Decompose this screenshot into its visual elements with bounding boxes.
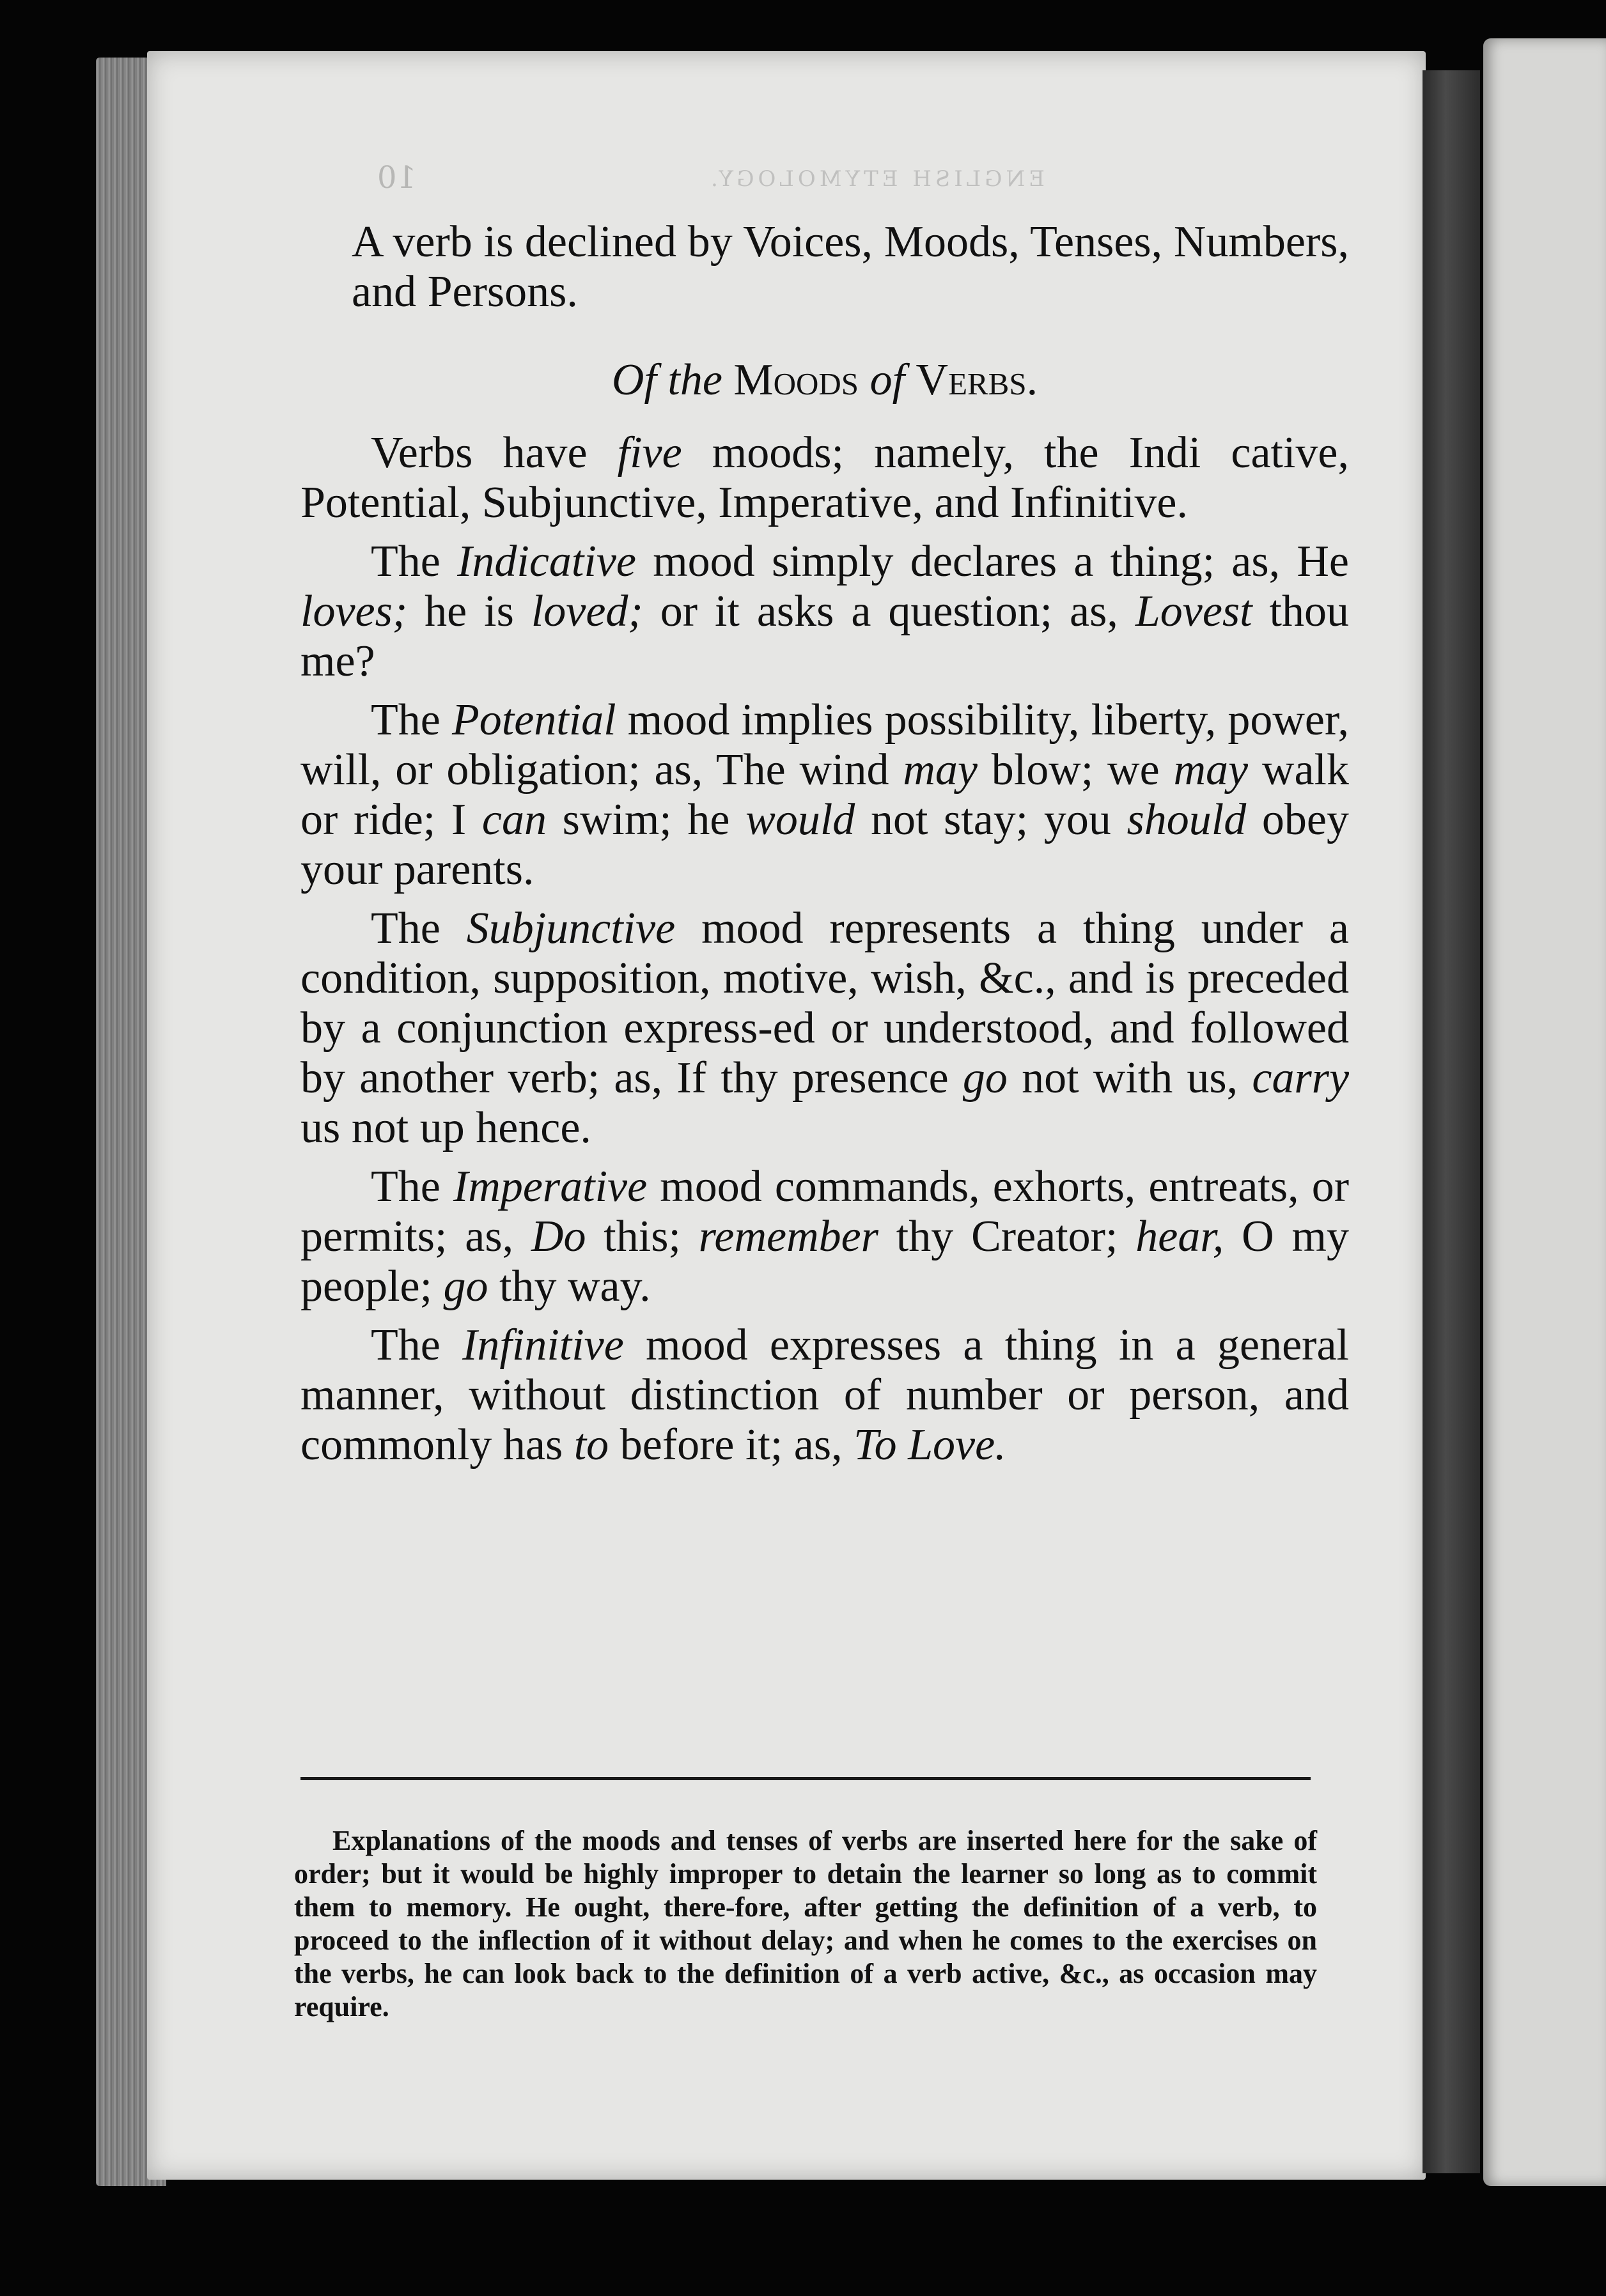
italic-run: Potential (452, 695, 616, 745)
italic-run: would (745, 795, 855, 844)
italic-run: loved; (531, 587, 643, 636)
text-run: not stay; you (855, 795, 1127, 844)
italic-run: carry (1252, 1053, 1350, 1103)
italic-run: can (481, 795, 547, 844)
paragraph-indicative (300, 537, 1349, 686)
italic-run: Lovest (1135, 587, 1252, 636)
section-heading (300, 355, 1349, 405)
text-run: or it asks a question; as, (643, 587, 1135, 636)
body-text (300, 217, 1349, 1479)
gutter-shadow (1423, 70, 1480, 2173)
text-run: The (371, 695, 452, 745)
italic-run: remember (698, 1212, 878, 1261)
italic-run: may (903, 745, 978, 795)
text-run: O my people; (300, 1212, 1349, 1311)
text-run: before it; as, (609, 1420, 854, 1470)
italic-run: Infinitive (462, 1321, 624, 1370)
paragraph-five-moods (300, 428, 1349, 528)
paragraph-potential (300, 695, 1349, 895)
italic-run: may (1173, 745, 1249, 795)
text-run: blow; we (977, 745, 1174, 795)
text-run: thou me? (300, 587, 1349, 686)
footnote-divider (300, 1777, 1311, 1780)
italic-run: Subjunctive (466, 904, 676, 953)
text-run: The (371, 537, 458, 586)
text-run: The (371, 1321, 463, 1370)
italic-run: Imperative (453, 1162, 648, 1211)
italic-run: To Love. (854, 1420, 1006, 1470)
text-run: mood represents a thing under a condition, supposition, motive, wish, &c., and is preceded by a conjunction express-ed or understood, and followed by another verb; as, If thy presence (300, 904, 1350, 1103)
text-run: not with us, (1007, 1053, 1252, 1103)
text-run: The (371, 904, 467, 953)
paragraph-infinitive (300, 1321, 1349, 1470)
text-run: mood expresses a thing in a general manner, without distinction of number or person, and commonly has (300, 1321, 1350, 1470)
italic-run: five (617, 428, 682, 477)
text-run: mood commands, exhorts, entreats, or permits; as, (300, 1162, 1350, 1261)
italic-run: go (443, 1262, 488, 1311)
facing-page-edge (1483, 38, 1606, 2186)
intro-sentence: A verb is declined by Voices, Moods, Tenses, Numbers, and Persons. (352, 217, 1349, 316)
text-run: Verbs have (371, 428, 618, 477)
paragraph-subjunctive (300, 904, 1349, 1153)
text-run: thy Creator; (878, 1212, 1136, 1261)
text-run: The (371, 1162, 453, 1211)
italic-run: should (1127, 795, 1247, 844)
text-run: he is (407, 587, 531, 636)
text-run: swim; he (546, 795, 746, 844)
text-run: moods; namely, the Indi cative, Potential, Subjunctive, Imperative, and Infinitive. (300, 428, 1349, 527)
text-run: mood implies possibility, liberty, power, will, or obligation; as, The wind (300, 695, 1349, 795)
heading-of: of (869, 355, 905, 405)
text-run: walk or ride; I (300, 745, 1349, 844)
bleed-through-header: ENGLISH ETYMOLOGY. (707, 166, 1045, 192)
footnote: Explanations of the moods and tenses of verbs are inserted here for the sake of order; but it would be highly improper to detain the learner so long as to commit them to memory. He ought, there-fore, after getting the definition of a verb, to proceed to the inflection of it without delay; and when he comes to the exercises on the verbs, he can look back to the definition of a verb active, &c., as occasion may require. (294, 1825, 1317, 2022)
italic-run: loves; (300, 587, 408, 636)
italic-run: Indicative (457, 537, 636, 586)
italic-run: hear, (1135, 1212, 1224, 1261)
heading-moods: Moods (733, 355, 859, 405)
italic-run: Do (531, 1212, 586, 1261)
bleed-through-page-number: 10 (377, 160, 417, 196)
text-run: mood simply declares a thing; as, He (635, 537, 1349, 586)
heading-verbs: Verbs. (916, 355, 1038, 405)
italic-run: to (573, 1420, 609, 1470)
text-run: this; (586, 1212, 699, 1261)
text-run: us not up hence. (300, 1103, 591, 1152)
text-run: obey your parents. (300, 795, 1349, 894)
paragraph-imperative (300, 1162, 1349, 1312)
text-run: thy way. (488, 1262, 651, 1311)
italic-run: go (962, 1053, 1008, 1103)
heading-of-the: Of the (611, 355, 722, 405)
